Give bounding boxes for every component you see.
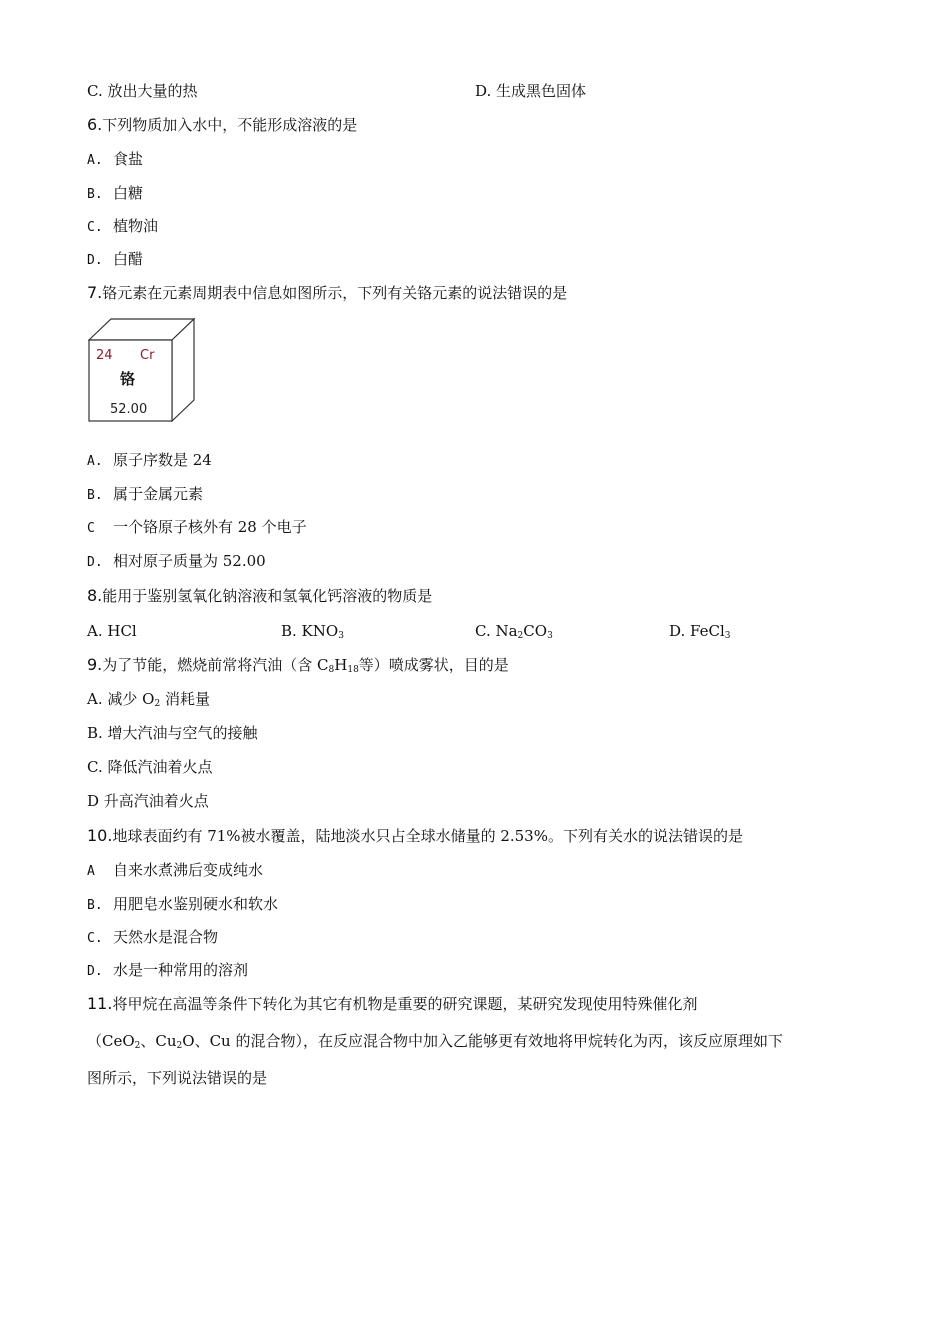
element-symbol: Cr	[140, 348, 155, 363]
atomic-mass: 52.00	[110, 402, 148, 417]
q5-option-d: D. 生成黑色固体	[475, 82, 587, 100]
option-text: 白醋	[113, 250, 144, 268]
q11-l2-c: O、Cu 的混合物），在反应混合物中加入乙能够更有效地将甲烷转化为丙，该反应原理如下	[182, 1032, 783, 1050]
q10-option-d	[87, 960, 248, 982]
q8-option-d	[669, 621, 731, 641]
option-text: 属于金属元素	[113, 485, 204, 503]
q11-stem-line1	[87, 994, 697, 1014]
q11-line1-text: 将甲烷在高温等条件下转化为其它有机物是重要的研究课题，某研究发现使用特殊催化剂	[112, 995, 698, 1013]
q9-a-post: 消耗量	[160, 690, 210, 708]
option-text: 食盐	[113, 150, 144, 168]
q7-option-d	[87, 551, 266, 573]
atomic-number: 24	[96, 348, 113, 363]
q8-c-text: C. Na	[475, 622, 518, 640]
q6-option-c	[87, 216, 158, 238]
q8-d-sub: 3	[724, 631, 731, 641]
element-name: 铬	[120, 370, 136, 388]
q9-stem	[87, 655, 509, 675]
option-label: C	[87, 521, 95, 536]
q9-number: 9.	[87, 655, 103, 674]
q8-option-a: A. HCl	[87, 622, 137, 640]
q8-stem	[87, 586, 432, 606]
option-text: 相对原子质量为 52.00	[113, 552, 266, 570]
option-text: 水是一种常用的溶剂	[113, 961, 249, 979]
q11-l2-sub1: 2	[134, 1041, 141, 1051]
q7-option-b	[87, 484, 203, 506]
q10-option-c	[87, 927, 218, 949]
q11-l2-b: 、Cu	[140, 1032, 177, 1050]
q7-option-a	[87, 450, 212, 472]
option-text: 自来水煮沸后变成纯水	[113, 861, 264, 879]
q10-number: 10.	[87, 826, 113, 845]
q10-option-b	[87, 894, 278, 916]
q8-number: 8.	[87, 586, 103, 605]
q6-option-a	[87, 149, 143, 171]
option-label: D.	[87, 253, 103, 268]
option-text: 白糖	[113, 184, 144, 202]
option-text: 用肥皂水鉴别硬水和软水	[113, 895, 279, 913]
option-label: C.	[87, 931, 103, 946]
q9-a-sub: 2	[154, 699, 161, 709]
q8-c-mid: CO	[523, 622, 548, 640]
q9-option-a	[87, 689, 210, 709]
q11-l2-sub2: 2	[176, 1041, 183, 1051]
q6-option-d	[87, 249, 143, 271]
q9-a-pre: A. 减少 O	[87, 690, 155, 708]
option-label: A.	[87, 454, 103, 469]
q7-stem-text: 铬元素在元素周期表中信息如图所示，下列有关铬元素的说法错误的是	[102, 284, 568, 302]
q8-c-sub2: 3	[547, 631, 553, 641]
option-label: A.	[87, 153, 103, 168]
q7-stem	[87, 283, 567, 303]
q9-sub2: 18	[347, 665, 359, 675]
option-label: D.	[87, 964, 103, 979]
q6-number: 6.	[87, 115, 103, 134]
q10-stem-text: 地球表面约有 71%被水覆盖，陆地淡水只占全球水储量的 2.53%。下列有关水的说法错误的是	[112, 827, 743, 845]
q7-option-c	[87, 517, 307, 539]
q8-option-b	[281, 621, 344, 641]
option-label: B.	[87, 488, 103, 503]
q6-stem-text: 下列物质加入水中，不能形成溶液的是	[102, 116, 358, 134]
q8-b-sub: 3	[338, 631, 344, 641]
q9-option-d: D 升高汽油着火点	[87, 792, 209, 810]
option-label: B.	[87, 187, 103, 202]
q9-stem-post: 等）喷成雾状，目的是	[358, 656, 509, 674]
q10-option-a	[87, 860, 263, 882]
q10-stem	[87, 826, 743, 846]
q9-stem-mid: H	[334, 656, 348, 674]
option-text: 植物油	[113, 217, 159, 235]
q11-stem-line3: 图所示，下列说法错误的是	[87, 1069, 268, 1087]
q7-number: 7.	[87, 283, 103, 302]
option-label: C.	[87, 220, 103, 235]
q9-sub1: 8	[328, 665, 335, 675]
q11-l2-a: （CeO	[87, 1032, 135, 1050]
q8-c-sub1: 2	[517, 631, 524, 641]
element-card-figure	[88, 318, 198, 424]
option-text: 原子序数是 24	[113, 451, 212, 469]
option-label: B.	[87, 898, 103, 913]
q11-number: 11.	[87, 994, 113, 1013]
q8-b-text: B. KNO	[281, 622, 339, 640]
option-text: 一个铬原子核外有 28 个电子	[113, 518, 307, 536]
q9-option-b: B. 增大汽油与空气的接触	[87, 724, 258, 742]
q6-option-b	[87, 183, 143, 205]
q6-stem	[87, 115, 357, 135]
option-label: D.	[87, 555, 103, 570]
option-text: 天然水是混合物	[113, 928, 219, 946]
q9-stem-pre: 为了节能，燃烧前常将汽油（含 C	[102, 656, 329, 674]
q8-option-c	[475, 621, 553, 641]
option-label: A	[87, 864, 95, 879]
q8-d-text: D. FeCl	[669, 622, 725, 640]
q5-option-c: C. 放出大量的热	[87, 82, 198, 100]
q9-option-c: C. 降低汽油着火点	[87, 758, 213, 776]
q11-stem-line2	[87, 1031, 783, 1051]
q8-stem-text: 能用于鉴别氢氧化钠溶液和氢氧化钙溶液的物质是	[102, 587, 433, 605]
